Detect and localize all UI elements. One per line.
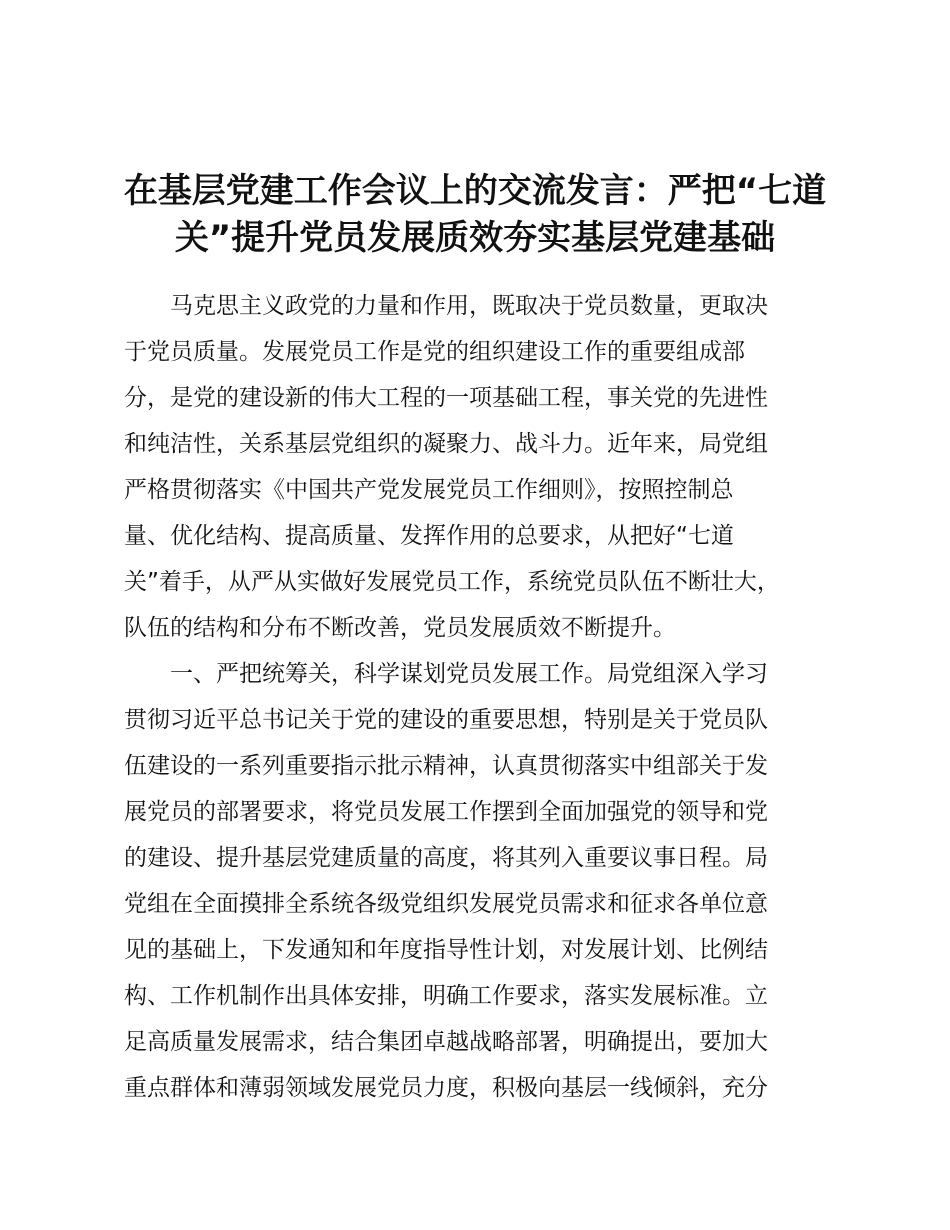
text-line: 贯彻习近平总书记关于党的建设的重要思想，特别是关于党员队 [124, 707, 768, 733]
text-line: 构、工作机制作出具体安排，明确工作要求，落实发展标准。立 [124, 983, 768, 1009]
text-line: 量、优化结构、提高质量、发挥作用的总要求，从把好“七道 [124, 523, 734, 549]
text-line: 分，是党的建设新的伟大工程的一项基础工程，事关党的先进性 [124, 385, 768, 411]
text-line: 展党员的部署要求，将党员发展工作摆到全面加强党的领导和党 [124, 799, 768, 825]
text-line: 队伍的结构和分布不断改善，党员发展质效不断提升。 [124, 615, 676, 641]
paragraph-intro [124, 283, 834, 651]
text-line: 重点群体和薄弱领域发展党员力度，积极向基层一线倾斜，充分 [124, 1075, 768, 1101]
text-line: 一、严把统筹关，科学谋划党员发展工作。局党组深入学习 [170, 661, 768, 687]
paragraph-section-1 [124, 651, 834, 1111]
text-line: 党组在全面摸排全系统各级党组织发展党员需求和征求各单位意 [124, 891, 768, 917]
document-body [124, 283, 834, 1111]
text-line: 马克思主义政党的力量和作用，既取决于党员数量，更取决 [170, 293, 768, 319]
text-line: 和纯洁性，关系基层党组织的凝聚力、战斗力。近年来，局党组 [124, 431, 768, 457]
text-line: 的建设、提升基层党建质量的高度，将其列入重要议事日程。局 [124, 845, 768, 871]
title-line: 关”提升党员发展质效夯实基层党建基础 [174, 218, 776, 258]
text-line: 关”着手，从严从实做好发展党员工作，系统党员队伍不断壮大， [124, 569, 780, 595]
document-title [110, 168, 840, 262]
text-line: 伍建设的一系列重要指示批示精神，认真贯彻落实中组部关于发 [124, 753, 768, 779]
text-line: 足高质量发展需求，结合集团卓越战略部署，明确提出，要加大 [124, 1029, 768, 1055]
title-line: 在基层党建工作会议上的交流发言：严把“七道 [123, 171, 827, 211]
text-line: 严格贯彻落实《中国共产党发展党员工作细则》，按照控制总 [124, 477, 734, 503]
text-line: 于党员质量。发展党员工作是党的组织建设工作的重要组成部 [124, 339, 745, 365]
text-line: 见的基础上，下发通知和年度指导性计划，对发展计划、比例结 [124, 937, 768, 963]
